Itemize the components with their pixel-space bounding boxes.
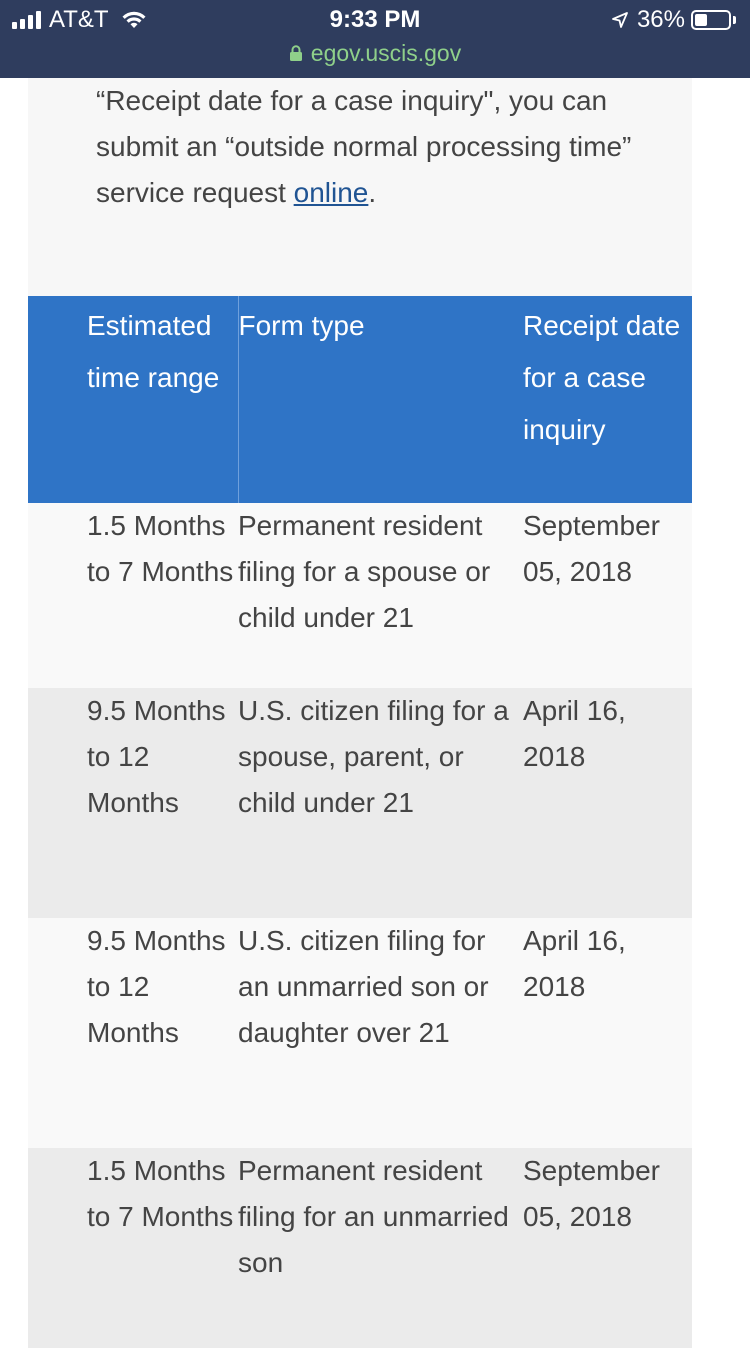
table-header-row bbox=[28, 296, 692, 503]
header-form-type: Form type bbox=[238, 296, 523, 503]
cell-form-type: Permanent resident filing for an unmarried son bbox=[238, 1148, 523, 1348]
cell-time-range: 9.5 Months to 12 Months bbox=[28, 688, 238, 918]
battery-icon bbox=[691, 10, 731, 30]
intro-period: . bbox=[368, 177, 377, 208]
cell-form-type: Permanent resident filing for a spouse or child under 21 bbox=[238, 503, 523, 688]
carrier-name: AT&T bbox=[49, 6, 109, 33]
battery-group bbox=[611, 6, 736, 34]
online-link[interactable]: online bbox=[293, 177, 369, 208]
status-time: 9:33 PM bbox=[329, 6, 421, 33]
cell-receipt-date: September 05, 2018 bbox=[523, 503, 692, 688]
cell-time-range: 1.5 Months to 7 Months bbox=[28, 1148, 238, 1348]
intro-panel bbox=[28, 78, 692, 296]
lock-icon bbox=[289, 45, 303, 62]
processing-times-table bbox=[28, 296, 692, 1348]
cell-receipt-date: April 16, 2018 bbox=[523, 688, 692, 918]
cell-form-type: U.S. citizen filing for a spouse, parent, or child under 21 bbox=[238, 688, 523, 918]
battery-percent: 36% bbox=[636, 6, 685, 33]
cell-time-range: 9.5 Months to 12 Months bbox=[28, 918, 238, 1148]
status-bar bbox=[0, 0, 750, 78]
table-row bbox=[28, 1148, 692, 1348]
location-arrow-icon bbox=[611, 11, 629, 29]
table-row bbox=[28, 688, 692, 918]
cell-form-type: U.S. citizen filing for an unmarried son or daughter over 21 bbox=[238, 918, 523, 1148]
header-estimated-time-range: Estimated time range bbox=[28, 296, 238, 503]
cell-receipt-date: September 05, 2018 bbox=[523, 1148, 692, 1348]
address-bar[interactable] bbox=[0, 40, 750, 67]
battery-cap bbox=[733, 16, 736, 24]
cell-receipt-date: April 16, 2018 bbox=[523, 918, 692, 1148]
intro-paragraph bbox=[96, 78, 656, 216]
header-receipt-date: Receipt date for a case inquiry bbox=[523, 296, 692, 503]
url-text: egov.uscis.gov bbox=[310, 40, 462, 66]
page-content bbox=[0, 78, 750, 1334]
table-row bbox=[28, 918, 692, 1148]
cell-time-range: 1.5 Months to 7 Months bbox=[28, 503, 238, 688]
intro-text: “Receipt date for a case inquiry", you can submit an “outside normal processing time” service request bbox=[96, 85, 632, 208]
table-row bbox=[28, 503, 692, 688]
